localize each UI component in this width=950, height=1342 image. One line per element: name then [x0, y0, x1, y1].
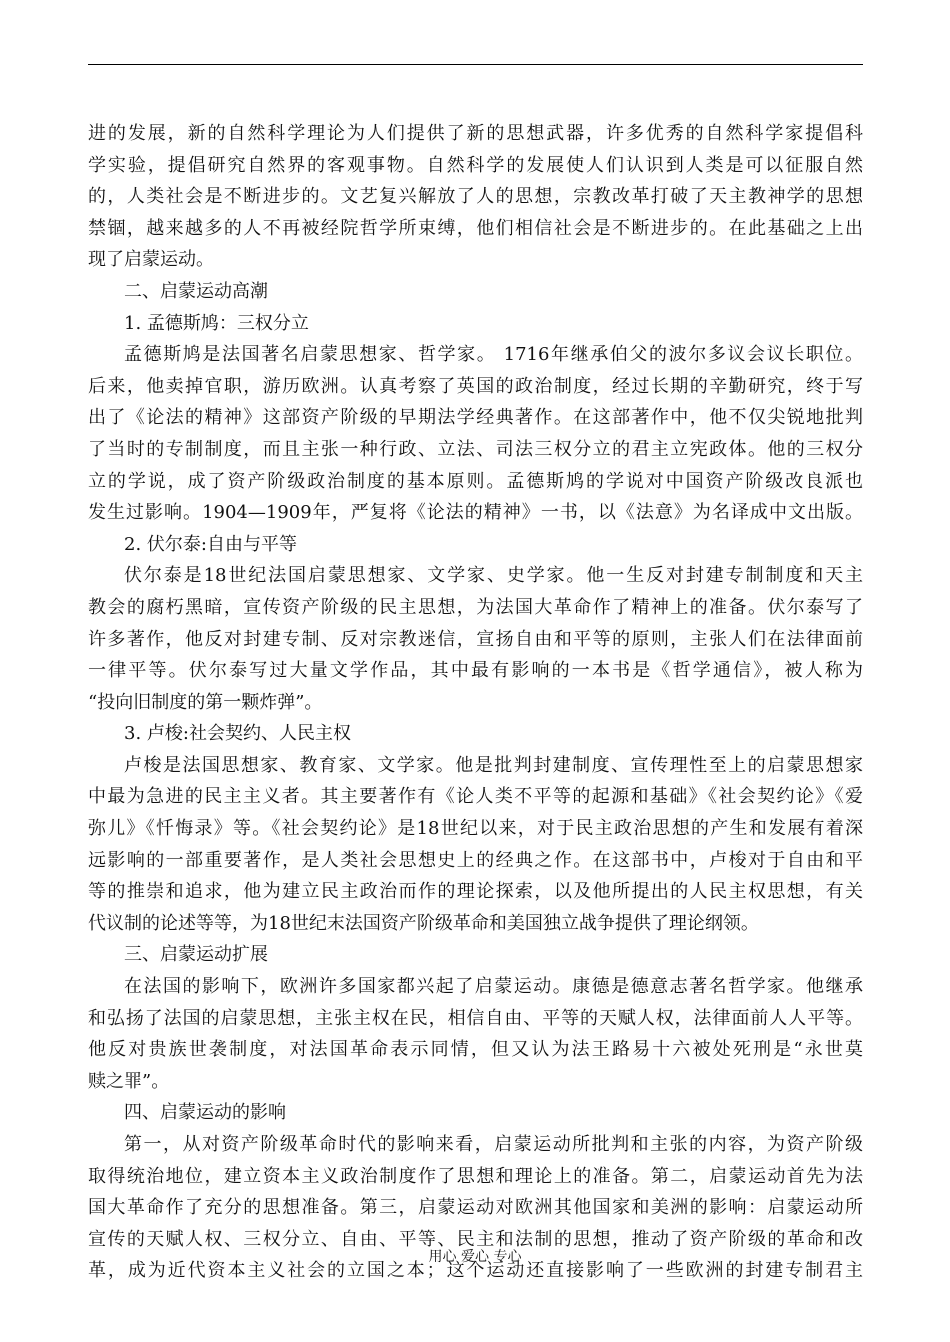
- text-line: 等的推崇和追求，他为建立民主政治而作的理论探索，以及他所提出的人民主权思想，有关: [88, 881, 863, 903]
- text-line: 后来，他卖掉官职，游历欧洲。认真考察了英国的政治制度，经过长期的辛勤研究，终于写: [88, 375, 863, 397]
- text-line: 出了《论法的精神》这部资产阶级的早期法学经典著作。在这部著作中，他不仅尖锐地批判: [88, 407, 863, 429]
- text-line: 发生过影响。1904—1909年，严复将《论法的精神》一书，以《法意》为名译成中文出版。: [88, 502, 863, 524]
- text-line: 弥儿》《忏悔录》等。《社会契约论》是18世纪以来，对于民主政治思想的产生和发展有着深: [88, 818, 863, 840]
- text-line: “投向旧制度的第一颗炸弹”。: [88, 691, 323, 713]
- text-line: 学实验，提倡研究自然界的客观事物。自然科学的发展使人们认识到人类是可以征服自然: [88, 154, 863, 176]
- header-rule: [88, 64, 863, 65]
- text-line: 教会的腐朽黑暗，宣传资产阶级的民主思想，为法国大革命作了精神上的准备。伏尔泰写了: [88, 596, 863, 618]
- subsection-heading: 2. 伏尔泰:自由与平等: [124, 533, 297, 555]
- text-line: 革，成为近代资本主义社会的立国之本；这个运动还直接影响了一些欧洲的封建专制君主: [88, 1260, 863, 1282]
- text-line: 第一，从对资产阶级革命时代的影响来看，启蒙运动所批判和主张的内容，为资产阶级: [124, 1134, 863, 1155]
- text-line: 宣传的天赋人权、三权分立、自由、平等、民主和法制的思想，推动了资产阶级的革命和改: [88, 1228, 863, 1250]
- text-line: 现了启蒙运动。: [88, 249, 214, 271]
- text-line: 进的发展，新的自然科学理论为人们提供了新的思想武器，许多优秀的自然科学家提倡科: [88, 123, 863, 144]
- text-line: 了当时的专制制度，而且主张一种行政、立法、司法三权分立的君主立宪政体。他的三权分: [88, 438, 863, 460]
- section-heading: 四、启蒙运动的影响: [124, 1102, 286, 1124]
- text-line: 他反对贵族世袭制度，对法国革命表示同情，但又认为法王路易十六被处死刑是“永世莫: [88, 1039, 863, 1061]
- text-line: 一律平等。伏尔泰写过大量文学作品，其中最有影响的一本书是《哲学通信》，被人称为: [88, 660, 863, 682]
- text-line: 许多著作，他反对封建专制、反对宗教迷信，宣扬自由和平等的原则，主张人们在法律面前: [88, 628, 863, 650]
- text-line: 和弘扬了法国的启蒙思想，主张主权在民，相信自由、平等的天赋人权，法律面前人人平等。: [88, 1007, 863, 1029]
- text-line: 在法国的影响下，欧洲许多国家都兴起了启蒙运动。康德是德意志著名哲学家。他继承: [124, 976, 863, 998]
- subsection-heading: 3. 卢梭:社会契约、人民主权: [124, 723, 351, 745]
- text-line: 国大革命作了充分的思想准备。第三，启蒙运动对欧洲其他国家和美洲的影响：启蒙运动所: [88, 1197, 863, 1219]
- text-line: 的，人类社会是不断进步的。文艺复兴解放了人的思想，宗教改革打破了天主教神学的思想: [88, 186, 863, 208]
- text-line: 立的学说，成了资产阶级政治制度的基本原则。孟德斯鸠的学说对中国资产阶级改良派也: [88, 470, 863, 492]
- text-line: 禁锢，越来越多的人不再被经院哲学所束缚，他们相信社会是不断进步的。在此基础之上出: [88, 217, 863, 239]
- document-body: [88, 118, 863, 1287]
- text-line: 卢梭是法国思想家、教育家、文学家。他是批判封建制度、宣传理性至上的启蒙思想家: [124, 754, 863, 776]
- text-line: 孟德斯鸠是法国著名启蒙思想家、哲学家。 1716年继承伯父的波尔多议会议长职位。: [124, 344, 863, 366]
- text-line: 取得统治地位，建立资本主义政治制度作了思想和理论上的准备。第二，启蒙运动首先为法: [88, 1165, 863, 1187]
- text-line: 代议制的论述等等，为18世纪末法国资产阶级革命和美国独立战争提供了理论纲领。: [88, 912, 759, 934]
- page-footer: 用心 爱心 专心: [428, 1249, 522, 1265]
- subsection-heading: 1. 孟德斯鸠：三权分立: [124, 312, 309, 334]
- text-line: 远影响的一部重要著作，是人类社会思想史上的经典之作。在这部书中，卢梭对于自由和平: [88, 849, 863, 871]
- text-line: 中最为急进的民主主义者。其主要著作有《论人类不平等的起源和基础》《社会契约论》《爱: [88, 786, 863, 808]
- text-line: 伏尔泰是18世纪法国启蒙思想家、文学家、史学家。他一生反对封建专制制度和天主: [124, 565, 863, 587]
- section-heading: 二、启蒙运动高潮: [124, 280, 268, 302]
- section-heading: 三、启蒙运动扩展: [124, 944, 268, 966]
- text-line: 赎之罪”。: [88, 1070, 170, 1092]
